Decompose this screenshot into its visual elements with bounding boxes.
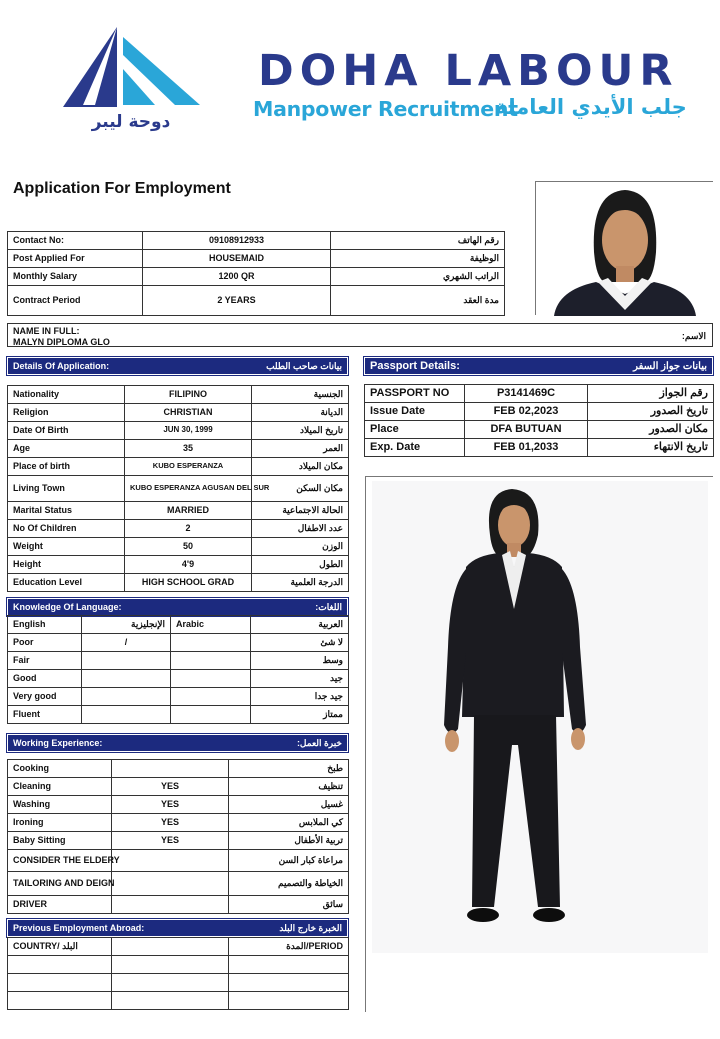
previous-row-cell [112,992,229,1010]
tailoring-label: TAILORING AND DEIGN [8,872,112,896]
washing-arabic: غسيل [229,796,349,814]
children-value: 2 [125,520,252,538]
contract-arabic: مدة العقد [331,286,505,316]
sail-logo-icon [55,25,205,115]
baby-sitting-arabic: تربية الأطفال [229,832,349,850]
full-name-box [7,323,713,347]
salary-arabic: الراتب الشهري [331,268,505,286]
elderly-care-value [112,850,229,872]
dob-arabic: تاريخ الميلاد [252,422,349,440]
passport-no-label: PASSPORT NO [365,385,465,403]
language-title: Knowledge Of Language: [13,602,122,612]
elderly-care-label: CONSIDER THE ELDERY [8,850,112,872]
previous-row-cell [112,974,229,992]
english-col-header-arabic: الإنجليزية [82,616,171,634]
full-name-label: NAME IN FULL: [13,326,80,336]
very-good-arabic-level [171,688,251,706]
driver-value [112,896,229,914]
very-good-label: Very good [8,688,82,706]
children-arabic: عدد الاطفال [252,520,349,538]
marital-arabic: الحالة الاجتماعية [252,502,349,520]
previous-row-cell [112,956,229,974]
full-body-photo [365,476,713,1012]
experience-header [7,734,348,752]
nationality-value: FILIPINO [125,386,252,404]
company-name: DOHA LABOUR [258,46,679,96]
post-value: HOUSEMAID [143,250,331,268]
very-good-arabic: جيد جدا [251,688,349,706]
headshot-photo [535,181,713,315]
good-label: Good [8,670,82,688]
weight-label: Weight [8,538,125,556]
previous-employment-header [7,919,348,937]
contract-value: 2 YEARS [143,286,331,316]
details-title: Details Of Application: [13,361,110,371]
full-name-arabic: الاسم: [681,331,706,341]
age-label: Age [8,440,125,458]
contact-no-value: 09108912933 [143,232,331,250]
height-value: 4'9 [125,556,252,574]
issue-date-value: FEB 02,2023 [465,403,588,421]
arabic-col-header: Arabic [171,616,251,634]
cleaning-value: YES [112,778,229,796]
details-title-arabic: بيانات صاحب الطلب [266,360,342,371]
driver-label: DRIVER [8,896,112,914]
previous-row-cell [229,956,349,974]
issue-date-label: Issue Date [365,403,465,421]
education-value: HIGH SCHOOL GRAD [125,574,252,592]
tailoring-arabic: الخياطة والتصميم [229,872,349,896]
salary-value: 1200 QR [143,268,331,286]
fluent-label: Fluent [8,706,82,724]
language-table [7,615,349,724]
issue-date-arabic: تاريخ الصدور [588,403,714,421]
exp-date-value: FEB 01,2033 [465,439,588,457]
fair-arabic: وسط [251,652,349,670]
passport-header [364,357,713,375]
issue-place-arabic: مكان الصدور [588,421,714,439]
experience-table [7,759,349,914]
english-col-header: English [8,616,82,634]
birthplace-arabic: مكان الميلاد [252,458,349,476]
previous-row-cell [8,992,112,1010]
baby-sitting-value: YES [112,832,229,850]
contact-no-arabic: رقم الهاتف [331,232,505,250]
baby-sitting-label: Baby Sitting [8,832,112,850]
good-english [82,670,171,688]
period-header: PERIOD/المدة [229,938,349,956]
language-header [7,598,348,616]
country-header: COUNTRY/ البلد [8,938,112,956]
previous-employment-title: Previous Employment Abroad: [13,923,145,933]
company-subtitle: Manpower Recruitment [253,97,518,121]
marital-value: MARRIED [125,502,252,520]
page-title: Application For Employment [13,180,231,197]
contact-table [7,231,505,316]
nationality-arabic: الجنسية [252,386,349,404]
exp-date-arabic: تاريخ الانتهاء [588,439,714,457]
language-title-arabic: اللغات: [315,601,342,612]
age-value: 35 [125,440,252,458]
nationality-label: Nationality [8,386,125,404]
fluent-arabic: ممتاز [251,706,349,724]
children-label: No Of Children [8,520,125,538]
marital-label: Marital Status [8,502,125,520]
dob-label: Date Of Birth [8,422,125,440]
fair-english [82,652,171,670]
issue-place-value: DFA BUTUAN [465,421,588,439]
company-subtitle-arabic: جلب الأيدي العاملة [495,95,687,119]
poor-arabic-level [171,634,251,652]
education-label: Education Level [8,574,125,592]
poor-label: Poor [8,634,82,652]
previous-row-cell [229,992,349,1010]
cooking-value [112,760,229,778]
previous-row-cell [229,974,349,992]
arabic-col-header-arabic: العربية [251,616,349,634]
company-logo [55,25,205,115]
weight-value: 50 [125,538,252,556]
very-good-english [82,688,171,706]
fluent-english [82,706,171,724]
full-name-value: MALYN DIPLOMA GLO [13,337,110,347]
fair-arabic-level [171,652,251,670]
cleaning-arabic: تنظيف [229,778,349,796]
age-arabic: العمر [252,440,349,458]
exp-date-label: Exp. Date [365,439,465,457]
previous-row-cell [8,974,112,992]
religion-label: Religion [8,404,125,422]
cleaning-label: Cleaning [8,778,112,796]
logo-arabic-text: دوحة ليبر [91,112,171,132]
living-town-arabic: مكان السكن [252,476,349,502]
poor-english: / [82,634,171,652]
religion-arabic: الديانة [252,404,349,422]
details-table [7,385,349,592]
details-header [7,357,348,375]
passport-title: Passport Details: [370,360,460,372]
fluent-arabic-level [171,706,251,724]
elderly-care-arabic: مراعاة كبار السن [229,850,349,872]
washing-value: YES [112,796,229,814]
ironing-arabic: كي الملابس [229,814,349,832]
birthplace-value: KUBO ESPERANZA [125,458,252,476]
birthplace-label: Place of birth [8,458,125,476]
religion-value: CHRISTIAN [125,404,252,422]
cooking-arabic: طبخ [229,760,349,778]
ironing-value: YES [112,814,229,832]
height-arabic: الطول [252,556,349,574]
height-label: Height [8,556,125,574]
good-arabic-level [171,670,251,688]
good-arabic: جيد [251,670,349,688]
passport-table [364,384,714,457]
poor-arabic: لا شئ [251,634,349,652]
issue-place-label: Place [365,421,465,439]
education-arabic: الدرجة العلمية [252,574,349,592]
living-town-value: KUBO ESPERANZA AGUSAN DEL SUR [125,476,252,502]
previous-row-cell [8,956,112,974]
ironing-label: Ironing [8,814,112,832]
passport-no-arabic: رقم الجواز [588,385,714,403]
living-town-label: Living Town [8,476,125,502]
experience-title-arabic: خبرة العمل: [296,737,342,748]
tailoring-value [112,872,229,896]
post-arabic: الوظيفة [331,250,505,268]
salary-label: Monthly Salary [8,268,143,286]
previous-employment-title-arabic: الخبرة خارج البلد [279,922,342,933]
fair-label: Fair [8,652,82,670]
washing-label: Washing [8,796,112,814]
previous-empty-cell [112,938,229,956]
passport-title-arabic: بيانات جواز السفر [633,360,707,372]
passport-no-value: P3141469C [465,385,588,403]
contact-no-label: Contact No: [8,232,143,250]
weight-arabic: الوزن [252,538,349,556]
dob-value: JUN 30, 1999 [125,422,252,440]
contract-label: Contract Period [8,286,143,316]
experience-title: Working Experience: [13,738,103,748]
cooking-label: Cooking [8,760,112,778]
previous-employment-table [7,937,349,1010]
driver-arabic: سائق [229,896,349,914]
post-label: Post Applied For [8,250,143,268]
